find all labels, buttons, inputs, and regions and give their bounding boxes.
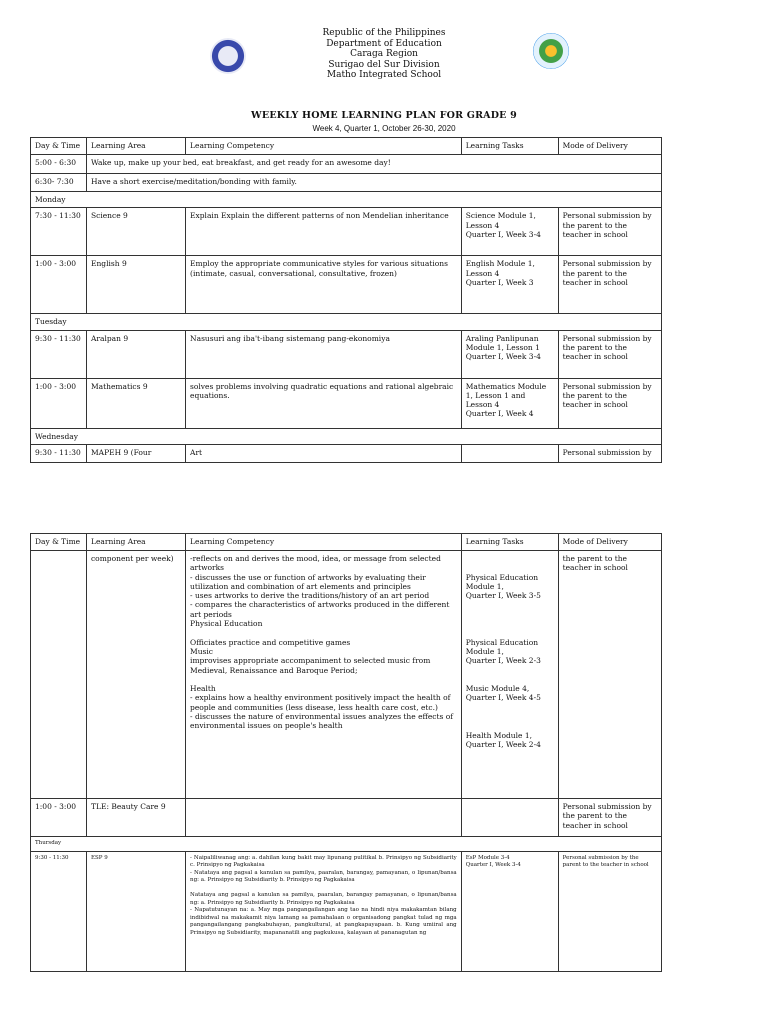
page-subtitle: Week 4, Quarter 1, October 26-30, 2020 (312, 124, 456, 133)
table-row (31, 256, 662, 314)
day-label: Wednesday (31, 428, 662, 444)
table-row (31, 155, 662, 174)
competency-cell: Explain Explain the different patterns of non Mendelian inheritance (186, 208, 462, 256)
letterhead-text (0, 28, 768, 81)
time-cell: 1:00 - 3:00 (31, 256, 87, 314)
table-header-row (31, 138, 662, 155)
area-cell: MAPEH 9 (Four (86, 444, 185, 462)
tasks-cell (461, 799, 558, 837)
column-header: Day & Time (31, 138, 87, 155)
mode-cell: Personal submission by the parent to the teacher in school (558, 851, 661, 971)
time-cell: 7:30 - 11:30 (31, 208, 87, 256)
tasks-cell: Physical Education Module 1, Quarter I, Week 3-5 Physical Education Module 1, Quarter I, Week 2-3 Music Module 4, Quarter I, Week 4-5 Health Module 1, Quarter I, Week 2-4 (461, 551, 558, 799)
tasks-cell (461, 444, 558, 462)
day-row (31, 837, 662, 852)
tasks-cell: English Module 1, Lesson 4 Quarter I, Week 3 (461, 256, 558, 314)
column-header: Mode of Delivery (558, 534, 661, 551)
day-row (31, 192, 662, 208)
letterhead-line: Republic of the Philippines (322, 28, 446, 38)
column-header: Learning Tasks (461, 534, 558, 551)
letterhead-line: Department of Education (326, 38, 442, 49)
tasks-cell: Araling Panlipunan Module 1, Lesson 1 Quarter I, Week 3-4 (461, 330, 558, 378)
competency-cell (186, 799, 462, 837)
table-row (31, 851, 662, 971)
competency-cell: Employ the appropriate communicative styles for various situations (intimate, casual, conversational, consultative, frozen) (186, 256, 462, 314)
area-cell: TLE: Beauty Care 9 (86, 799, 185, 837)
mode-cell: Personal submission by the parent to the teacher in school (558, 208, 661, 256)
mode-cell: Personal submission by the parent to the teacher in school (558, 330, 661, 378)
time-cell: 5:00 - 6:30 (31, 155, 87, 174)
day-label: Thursday (31, 837, 662, 852)
time-cell: 1:00 - 3:00 (31, 378, 87, 428)
mode-cell: Personal submission by the parent to the teacher in school (558, 799, 661, 837)
letterhead-line: Caraga Region (350, 49, 418, 59)
routine-cell: Wake up, make up your bed, eat breakfast, and get ready for an awesome day! (86, 155, 661, 174)
column-header: Learning Tasks (461, 138, 558, 155)
time-cell: 9:30 - 11:30 (31, 330, 87, 378)
time-cell: 1:00 - 3:00 (31, 799, 87, 837)
table-row (31, 330, 662, 378)
table-row (31, 551, 662, 799)
day-label: Tuesday (31, 314, 662, 330)
day-row (31, 314, 662, 330)
letterhead-line: Matho Integrated School (326, 70, 442, 80)
plan-table-1 (30, 137, 662, 463)
day-label: Monday (31, 192, 662, 208)
table-row (31, 799, 662, 837)
time-cell: 9:30 - 11:30 (31, 851, 87, 971)
time-cell: 6:30- 7:30 (31, 174, 87, 192)
area-cell: English 9 (86, 256, 185, 314)
area-cell: Aralpan 9 (86, 330, 185, 378)
plan-table-2 (30, 533, 662, 972)
area-cell: component per week) (86, 551, 185, 799)
table-row (31, 378, 662, 428)
column-header: Learning Competency (186, 534, 462, 551)
column-header: Day & Time (31, 534, 87, 551)
area-cell: Science 9 (86, 208, 185, 256)
competency-cell: Art (186, 444, 462, 462)
column-header: Learning Competency (186, 138, 462, 155)
tasks-cell: Science Module 1, Lesson 4 Quarter I, Week 3-4 (461, 208, 558, 256)
mode-cell: Personal submission by the parent to the teacher in school (558, 256, 661, 314)
mode-cell: the parent to the teacher in school (558, 551, 661, 799)
tasks-cell: Mathematics Module 1, Lesson 1 and Lesson 4 Quarter I, Week 4 (461, 378, 558, 428)
area-cell: Mathematics 9 (86, 378, 185, 428)
day-row (31, 428, 662, 444)
column-header: Mode of Delivery (558, 138, 661, 155)
column-header: Learning Area (86, 138, 185, 155)
competency-cell: -reflects on and derives the mood, idea, or message from selected artworks - discusses the use or function of artworks by evaluating their utilization and combination of art elements and principles - uses artworks to derive the traditions/history of an art period - compares the characteristics of artworks produced in the different art periods Physical Education Officiates practice and competitive games Music improvises appropriate accompaniment to selected music from Medieval, Renaissance and Baroque Period; Health - explains how a healthy environment positively impact the health of people and communities (less disease, less health care cost, etc.) - discusses the nature of environmental issues analyzes the effects of environmental issues on people's health (186, 551, 462, 799)
time-cell: 9:30 - 11:30 (31, 444, 87, 462)
table-header-row (31, 534, 662, 551)
competency-cell: - Naipaliliwanag ang: a. dahilan kung bakit may lipunang pulitikal b. Prinsipyo ng Subsidiarity c. Prinsipyo ng Pagkakaisa - Natataya ang pagsal a kanulan sa pamilya, paaralan, barangay, pamayanan, o lipunan/bansa ng: a. Prinsipyo ng Subsidiarity b. Prinsipyo ng Pagkakaisa Natataya ang pagsal a kanulan sa pamilya, paaralan, barangay pamayanan, o lipunan/bansa ng: a. Prinsipyo ng Subsidiarity b. Prinsipyo ng Pagkakaisa - Napatutunayan na: a. May mga pangangailangan ang tao na hindi niya makakamtan bilang indibidwal na makakamit niya lamang sa pamahalaan o organisadong pangkat tulad ng mga pangangailangang pangkabuhayan, pangkultural, at pangkapayapaan. b. Kung umiiral ang Prinsipyo ng Subsidiarity, mapananatili ang pagkukusa, kalayaan at pananagutan ng (186, 851, 462, 971)
competency-cell: Nasusuri ang iba't-ibang sistemang pang-ekonomiya (186, 330, 462, 378)
routine-cell: Have a short exercise/meditation/bonding with family. (86, 174, 661, 192)
mode-cell: Personal submission by (558, 444, 661, 462)
table-row (31, 174, 662, 192)
letterhead-line: Surigao del Sur Division (328, 59, 440, 70)
tasks-cell: EsP Module 3-4 Quarter I, Week 3-4 (461, 851, 558, 971)
competency-cell: solves problems involving quadratic equations and rational algebraic equations. (186, 378, 462, 428)
table-row (31, 208, 662, 256)
area-cell: ESP 9 (86, 851, 185, 971)
mode-cell: Personal submission by the parent to the teacher in school (558, 378, 661, 428)
column-header: Learning Area (86, 534, 185, 551)
table-row (31, 444, 662, 462)
page-title: WEEKLY HOME LEARNING PLAN FOR GRADE 9 (251, 110, 517, 121)
time-cell (31, 551, 87, 799)
